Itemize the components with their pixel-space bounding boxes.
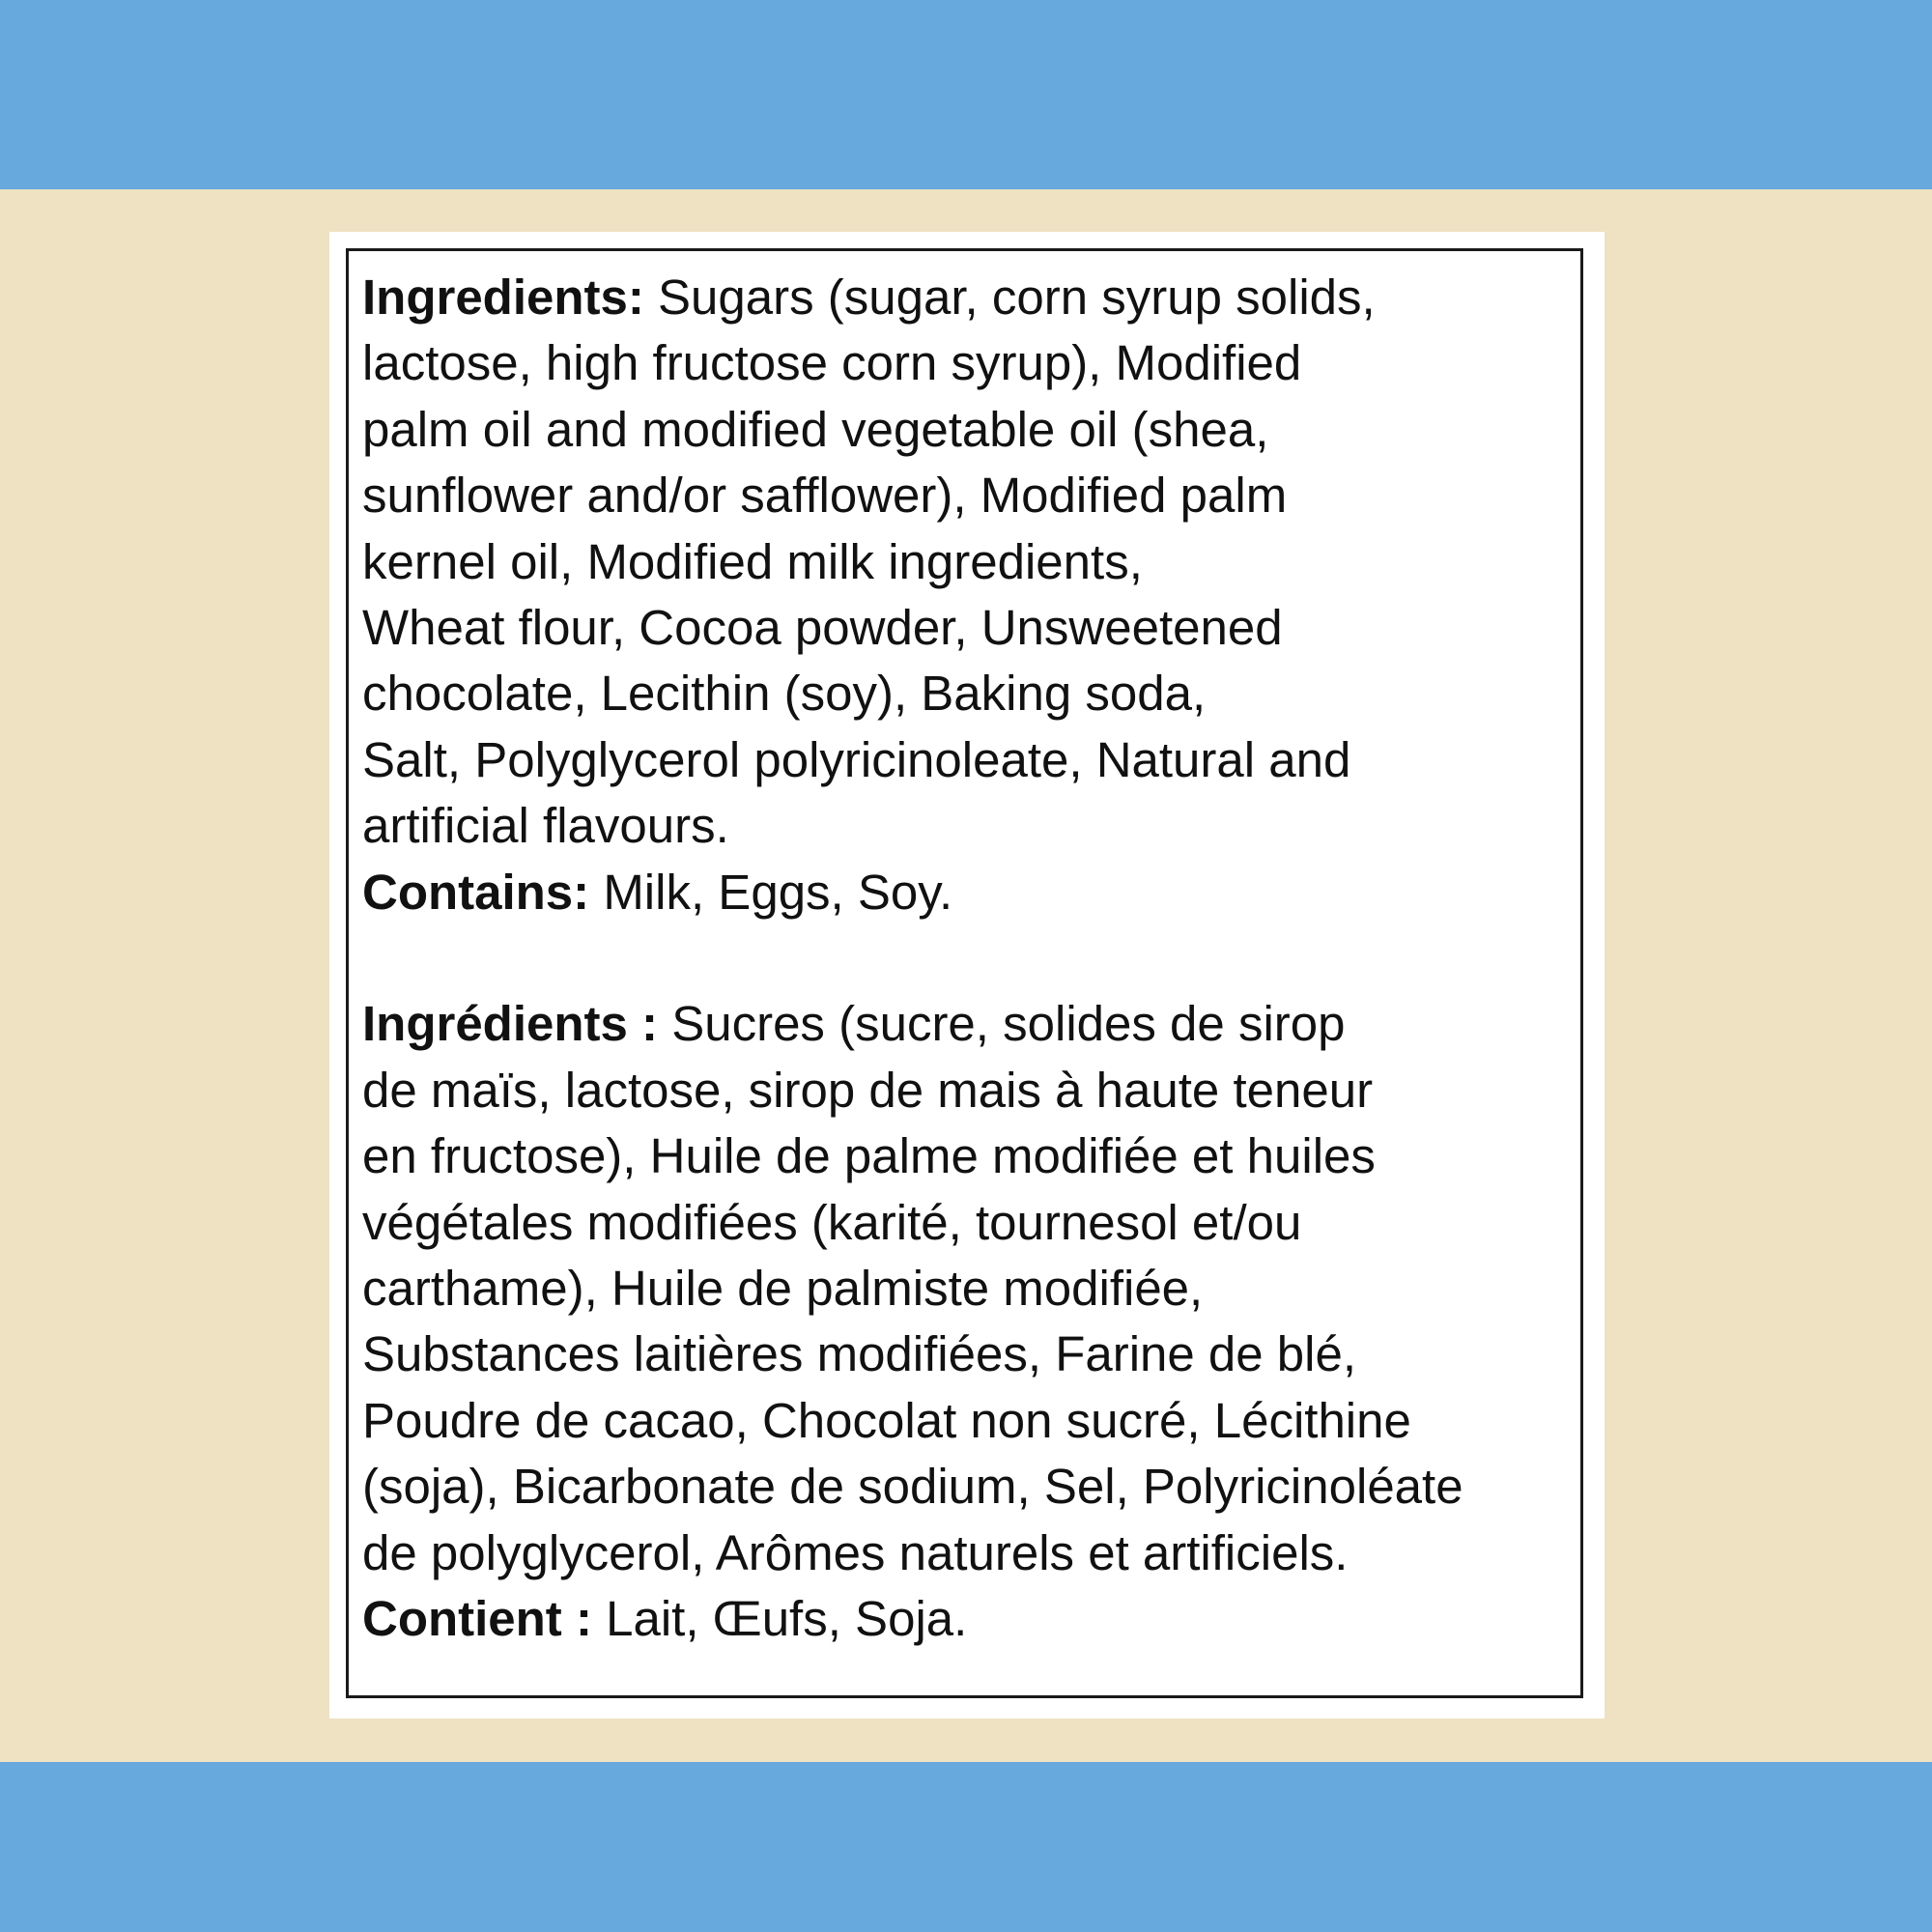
english-ingredients-line-7: chocolate, Lecithin (soy), Baking soda,: [362, 666, 1207, 722]
english-ingredients-text: Sugars (sugar, corn syrup solids,: [643, 270, 1376, 325]
top-blue-band: [0, 0, 1932, 189]
english-ingredients-line-8: Salt, Polyglycerol polyricinoleate, Natural and: [362, 731, 1351, 787]
french-contains-heading: Contient :: [362, 1591, 592, 1647]
section-spacer: [362, 925, 1550, 991]
french-ingredients-line-4: végétales modifiées (karité, tournesol et/ou: [362, 1194, 1302, 1250]
english-contains-line: [362, 860, 1550, 925]
french-ingredients-text: Sucres (sucre, solides de sirop: [658, 996, 1346, 1052]
english-ingredients-heading: Ingredients:: [362, 270, 644, 325]
label-text-block: [362, 265, 1550, 1653]
english-ingredients-line-4: sunflower and/or safflower), Modified palm: [362, 468, 1288, 524]
french-contains-line: [362, 1586, 1550, 1652]
english-ingredients-line-3: palm oil and modified vegetable oil (shea,: [362, 401, 1269, 457]
bottom-blue-band: [0, 1762, 1932, 1932]
english-ingredients-line-6: Wheat flour, Cocoa powder, Unsweetened: [362, 600, 1283, 656]
english-ingredients-line-1: [362, 265, 1550, 330]
french-ingredients-line-2: de maïs, lactose, sirop de mais à haute teneur: [362, 1062, 1374, 1118]
french-ingredients-line-3: en fructose), Huile de palme modifiée et huiles: [362, 1128, 1376, 1184]
french-ingredients-line-5: carthame), Huile de palmiste modifiée,: [362, 1261, 1204, 1317]
french-ingredients-heading: Ingrédients :: [362, 996, 659, 1052]
french-ingredients-line-8: (soja), Bicarbonate de sodium, Sel, Polyricinoléate: [362, 1459, 1463, 1515]
english-ingredients-line-5: kernel oil, Modified milk ingredients,: [362, 533, 1143, 589]
english-ingredients-line-9: artificial flavours.: [362, 798, 729, 854]
french-ingredients-line-1: [362, 991, 1550, 1057]
english-ingredients-line-2: lactose, high fructose corn syrup), Modified: [362, 335, 1302, 391]
french-ingredients-line-9: de polyglycerol, Arômes naturels et artificiels.: [362, 1524, 1349, 1580]
english-contains-heading: Contains:: [362, 864, 590, 920]
ingredients-label-panel: [329, 232, 1605, 1719]
english-contains-text: Milk, Eggs, Soy.: [589, 864, 953, 920]
french-ingredients-line-7: Poudre de cacao, Chocolat non sucré, Lécithine: [362, 1392, 1411, 1448]
french-contains-text: Lait, Œufs, Soja.: [591, 1591, 968, 1647]
french-ingredients-line-6: Substances laitières modifiées, Farine de blé,: [362, 1326, 1357, 1382]
